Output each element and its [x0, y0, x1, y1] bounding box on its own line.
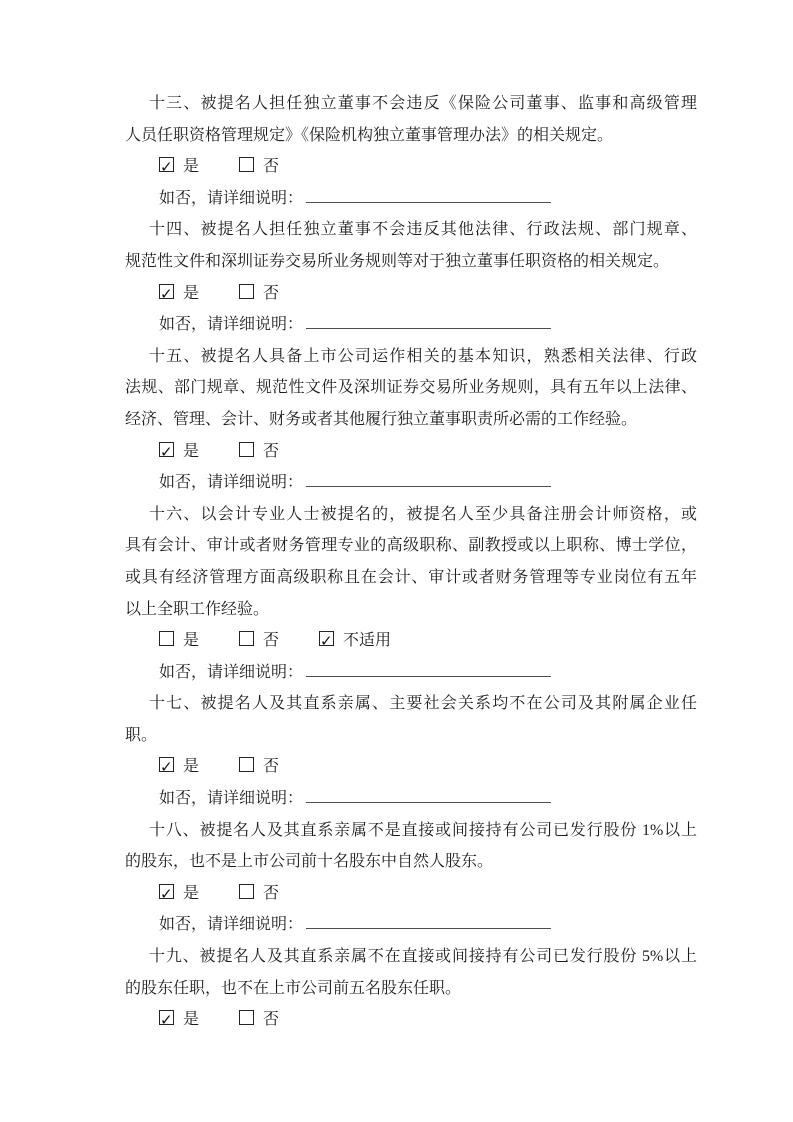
option-yes-label: 是 [183, 158, 200, 176]
item-19-options [125, 1004, 697, 1036]
option-no[interactable] [239, 158, 279, 175]
checkbox-checked-icon[interactable] [159, 442, 174, 457]
option-not-applicable[interactable] [319, 632, 391, 649]
item-14-text-line-1: 十四、被提名人担任独立董事不会违反其他法律、行政法规、部门规章、 [149, 221, 697, 239]
checkbox-checked-icon[interactable] [159, 1010, 174, 1025]
explanation-blank-line[interactable] [306, 313, 551, 329]
checkbox-checked-icon[interactable] [159, 757, 174, 772]
item-14-text-line-2: 规范性文件和深圳证券交易所业务规则等对于独立董事任职资格的相关规定。 [125, 252, 670, 270]
option-yes[interactable] [159, 758, 199, 775]
item-18-followup [125, 909, 697, 941]
option-yes[interactable] [159, 1011, 199, 1028]
option-no-label: 否 [263, 884, 280, 902]
option-no[interactable] [239, 1011, 279, 1028]
item-16-text-line-2: 具有会计、审计或者财务管理专业的高级职称、副教授或以上职称、博士学位， [125, 537, 697, 555]
checkbox-checked-icon[interactable] [319, 631, 334, 646]
item-13-text-line-2: 人员任职资格管理规定》《保险机构独立董事管理办法》的相关规定。 [125, 126, 614, 144]
item-17-text-line-2: 职。 [125, 726, 158, 744]
checkbox-checked-icon[interactable] [159, 884, 174, 899]
item-18-text-line-1: 十八、被提名人及其直系亲属不是直接或间接持有公司已发行股份 1%以上 [149, 821, 697, 839]
option-yes-label: 是 [183, 284, 200, 302]
item-15-text-line-2: 法规、部门规章、规范性文件及深圳证券交易所业务规则，具有五年以上法律、 [125, 379, 697, 397]
checkbox-empty-icon[interactable] [239, 631, 254, 646]
item-15-options [125, 436, 697, 468]
option-no[interactable] [239, 758, 279, 775]
option-no-label: 否 [263, 1011, 280, 1029]
option-yes[interactable] [159, 443, 199, 460]
item-15 [125, 341, 697, 499]
checkbox-checked-icon[interactable] [159, 157, 174, 172]
item-17-followup [125, 783, 697, 815]
option-no-label: 否 [263, 284, 280, 302]
checkbox-checked-icon[interactable] [159, 284, 174, 299]
explanation-blank-line[interactable] [306, 187, 551, 203]
item-18-text-line-2: 的股东，也不是上市公司前十名股东中自然人股东。 [125, 853, 494, 871]
explanation-blank-line[interactable] [306, 913, 551, 929]
checkbox-empty-icon[interactable] [239, 157, 254, 172]
followup-label: 如否，请详细说明： [159, 663, 304, 681]
option-no-label: 否 [263, 632, 280, 650]
item-18 [125, 815, 697, 941]
option-no-label: 否 [263, 758, 280, 776]
option-yes-label: 是 [183, 1011, 200, 1029]
option-yes[interactable] [159, 885, 199, 902]
item-19-text-line-2: 的股东任职，也不在上市公司前五名股东任职。 [125, 979, 462, 997]
checkbox-empty-icon[interactable] [239, 884, 254, 899]
followup-label: 如否，请详细说明： [159, 189, 304, 207]
item-16-followup [125, 657, 697, 689]
followup-label: 如否，请详细说明： [159, 474, 304, 492]
item-13-text-line-1: 十三、被提名人担任独立董事不会违反《保险公司董事、监事和高级管理 [149, 95, 697, 112]
item-15-text-line-3: 经济、管理、会计、财务或者其他履行独立董事职责所必需的工作经验。 [125, 410, 638, 428]
item-13-followup [125, 183, 697, 215]
item-19-text-line-1: 十九、被提名人及其直系亲属不在直接或间接持有公司已发行股份 5%以上 [149, 948, 697, 966]
followup-label: 如否，请详细说明： [159, 316, 304, 334]
option-yes-label: 是 [183, 758, 200, 776]
item-17-options [125, 751, 697, 783]
item-13 [125, 88, 697, 214]
item-16 [125, 499, 697, 689]
option-no[interactable] [239, 632, 279, 649]
item-15-followup [125, 467, 697, 499]
item-14 [125, 214, 697, 340]
option-no[interactable] [239, 285, 279, 302]
item-13-options [125, 151, 697, 183]
followup-label: 如否，请详细说明： [159, 790, 304, 808]
checkbox-empty-icon[interactable] [159, 631, 174, 646]
item-16-text-line-3: 或具有经济管理方面高级职称且在会计、审计或者财务管理等专业岗位有五年 [125, 568, 697, 586]
checkbox-empty-icon[interactable] [239, 284, 254, 299]
item-18-options [125, 878, 697, 910]
item-17-text-line-1: 十七、被提名人及其直系亲属、主要社会关系均不在公司及其附属企业任 [149, 695, 697, 713]
option-no-label: 否 [263, 442, 280, 460]
item-16-text-line-1: 十六、以会计专业人士被提名的，被提名人至少具备注册会计师资格，或 [149, 505, 697, 523]
option-no-label: 否 [263, 158, 280, 176]
explanation-blank-line[interactable] [306, 661, 551, 677]
explanation-blank-line[interactable] [306, 471, 551, 487]
option-yes[interactable] [159, 158, 199, 175]
option-yes-label: 是 [183, 442, 200, 460]
option-not-applicable-label: 不适用 [343, 632, 392, 650]
item-14-followup [125, 309, 697, 341]
option-no[interactable] [239, 443, 279, 460]
option-yes-label: 是 [183, 884, 200, 902]
followup-label: 如否，请详细说明： [159, 916, 304, 934]
item-17 [125, 688, 697, 814]
item-15-text-line-1: 十五、被提名人具备上市公司运作相关的基本知识，熟悉相关法律、行政 [149, 347, 697, 365]
checkbox-empty-icon[interactable] [239, 1010, 254, 1025]
item-16-text-line-4: 以上全职工作经验。 [125, 600, 270, 618]
explanation-blank-line[interactable] [306, 787, 551, 803]
checkbox-empty-icon[interactable] [239, 442, 254, 457]
checkbox-empty-icon[interactable] [239, 757, 254, 772]
option-yes[interactable] [159, 632, 199, 649]
item-19 [125, 941, 697, 1036]
option-yes[interactable] [159, 285, 199, 302]
option-yes-label: 是 [183, 632, 200, 650]
item-16-options [125, 625, 697, 657]
option-no[interactable] [239, 885, 279, 902]
item-14-options [125, 278, 697, 310]
